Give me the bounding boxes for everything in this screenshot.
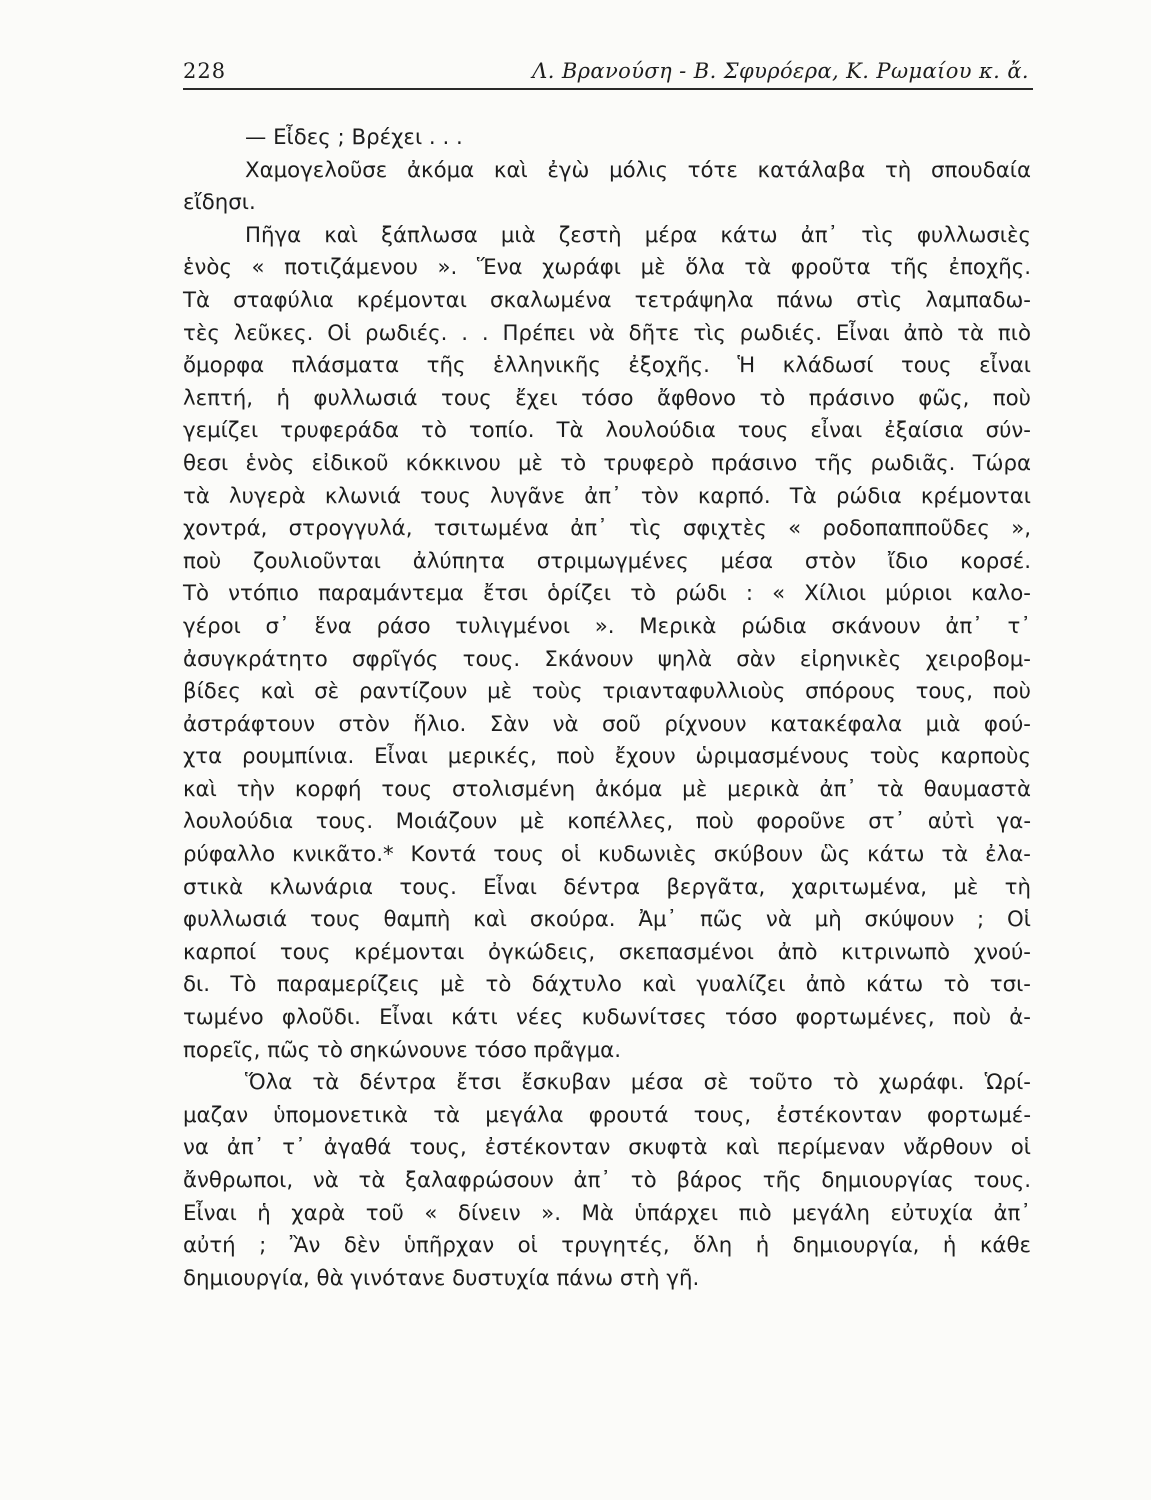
text-line: φυλλωσιά τους θαμπὴ καὶ σκούρα. Ἀμ᾿ πῶς νὰ μὴ σκύψουν ; Οἱ: [183, 907, 1031, 933]
text-line: — Εἶδες ; Βρέχει . . .: [245, 125, 463, 150]
text-line: ἀστράφτουν στὸν ἥλιο. Σὰν νὰ σοῦ ρίχνουν κατακέφαλα μιὰ φού-: [183, 711, 1031, 737]
text-line: δι. Τὸ παραμερίζεις μὲ τὸ δάχτυλο καὶ γυαλίζει ἀπὸ κάτω τὸ τσι-: [183, 972, 1031, 998]
text-line: χτα ρουμπίνια. Εἶναι μερικές, ποὺ ἔχουν ὡριμασμένους τοὺς καρποὺς: [183, 744, 1031, 770]
text-line: λεπτή, ἡ φυλλωσιά τους ἔχει τόσο ἄφθονο τὸ πράσινο φῶς, ποὺ: [183, 385, 1031, 411]
text-line: γέροι σ᾿ ἕνα ράσο τυλιγμένοι ». Μερικὰ ρώδια σκάνουν ἀπ᾿ τ᾿: [183, 613, 1031, 639]
text-line: Πῆγα καὶ ξάπλωσα μιὰ ζεστὴ μέρα κάτω ἀπ᾿ τὶς φυλλωσιὲς: [245, 222, 1031, 248]
text-line: ὄμορφα πλάσματα τῆς ἑλληνικῆς ἐξοχῆς. Ἡ κλάδωσί τους εἶναι: [183, 353, 1031, 379]
text-line: βίδες καὶ σὲ ραντίζουν μὲ τοὺς τριανταφυλλιοὺς σπόρους τους, ποὺ: [183, 679, 1031, 705]
text-line: ἀσυγκράτητο σφρῖγός τους. Σκάνουν ψηλὰ σὰν εἰρηνικὲς χειροβομ-: [183, 646, 1031, 672]
text-line: γεμίζει τρυφεράδα τὸ τοπίο. Τὰ λουλούδια τους εἶναι ἐξαίσια σύν-: [183, 418, 1031, 444]
text-line: ἑνὸς « ποτιζάμενου ». Ἕνα χωράφι μὲ ὅλα τὰ φροῦτα τῆς ἐποχῆς.: [183, 255, 1031, 281]
text-line: καρποί τους κρέμονται ὀγκώδεις, σκεπασμένοι ἀπὸ κιτρινωπὸ χνού-: [183, 939, 1031, 965]
text-line: ποὺ ζουλιοῦνται ἀλύπητα στριμωγμένες μέσα στὸν ἴδιο κορσέ.: [183, 548, 1031, 574]
running-header: [183, 58, 1033, 90]
text-line: Ὅλα τὰ δέντρα ἔτσι ἔσκυβαν μέσα σὲ τοῦτο τὸ χωράφι. Ὡρί-: [245, 1070, 1031, 1096]
text-line: λουλούδια τους. Μοιάζουν μὲ κοπέλλες, ποὺ φοροῦνε στ᾿ αὐτὶ γα-: [183, 809, 1031, 835]
text-line: Εἶναι ἡ χαρὰ τοῦ « δίνειν ». Μὰ ὑπάρχει πιὸ μεγάλη εὐτυχία ἀπ᾿: [183, 1200, 1031, 1226]
text-line: στικὰ κλωνάρια τους. Εἶναι δέντρα βεργᾶτα, χαριτωμένα, μὲ τὴ: [183, 874, 1031, 900]
text-line: τωμένο φλοῦδι. Εἶναι κάτι νέες κυδωνίτσες τόσο φορτωμένες, ποὺ ἀ-: [183, 1005, 1031, 1031]
text-line: πορεῖς, πῶς τὸ σηκώνουνε τόσο πρᾶγμα.: [183, 1037, 621, 1063]
page-number: 228: [183, 59, 227, 83]
text-line: Χαμογελοῦσε ἀκόμα καὶ ἐγὼ μόλις τότε κατάλαβα τὴ σπουδαία: [245, 157, 1031, 183]
text-line: χοντρά, στρογγυλά, τσιτωμένα ἀπ᾿ τὶς σφιχτὲς « ροδοπαπποῦδες »,: [183, 516, 1031, 542]
text-line: αὐτή ; Ἂν δὲν ὑπῆρχαν οἱ τρυγητές, ὅλη ἡ δημιουργία, ἡ κάθε: [183, 1233, 1031, 1259]
text-line: εἴδησι.: [183, 190, 256, 216]
text-line: Τὰ σταφύλια κρέμονται σκαλωμένα τετράψηλα πάνω στὶς λαμπαδω-: [183, 287, 1031, 313]
running-title: Λ. Βρανούση - Β. Σφυρόερα, Κ. Ρωμαίου κ. ἄ.: [532, 59, 1029, 83]
text-line: θεσι ἑνὸς εἰδικοῦ κόκκινου μὲ τὸ τρυφερὸ πράσινο τῆς ρωδιᾶς. Τώρα: [183, 450, 1031, 476]
body-text: [183, 122, 1031, 1295]
text-line: μαζαν ὑπομονετικὰ τὰ μεγάλα φρουτά τους, ἐστέκονταν φορτωμέ-: [183, 1102, 1031, 1128]
text-line: ἄνθρωποι, νὰ τὰ ξαλαφρώσουν ἀπ᾿ τὸ βάρος τῆς δημιουργίας τους.: [183, 1168, 1031, 1193]
text-line: να ἀπ᾿ τ᾿ ἀγαθά τους, ἐστέκονταν σκυφτὰ καὶ περίμεναν νἄρθουν οἱ: [183, 1135, 1031, 1161]
text-line: Τὸ ντόπιο παραμάντεμα ἔτσι ὁρίζει τὸ ρώδι : « Χίλιοι μύριοι καλο-: [183, 581, 1031, 607]
text-line: τὰ λυγερὰ κλωνιά τους λυγᾶνε ἀπ᾿ τὸν καρπό. Τὰ ρώδια κρέμονται: [183, 483, 1031, 509]
text-line: καὶ τὴν κορφή τους στολισμένη ἀκόμα μὲ μερικὰ ἀπ᾿ τὰ θαυμαστὰ: [183, 776, 1031, 802]
text-line: τὲς λεῦκες. Οἱ ρωδιές. . . Πρέπει νὰ δῆτε τὶς ρωδιές. Εἶναι ἀπὸ τὰ πιὸ: [183, 320, 1031, 346]
text-line: δημιουργία, θὰ γινότανε δυστυχία πάνω στὴ γῆ.: [183, 1265, 700, 1291]
text-line: ρύφαλλο κνικᾶτο.* Κοντά τους οἱ κυδωνιὲς σκύβουν ὣς κάτω τὰ ἐλα-: [183, 842, 1031, 868]
